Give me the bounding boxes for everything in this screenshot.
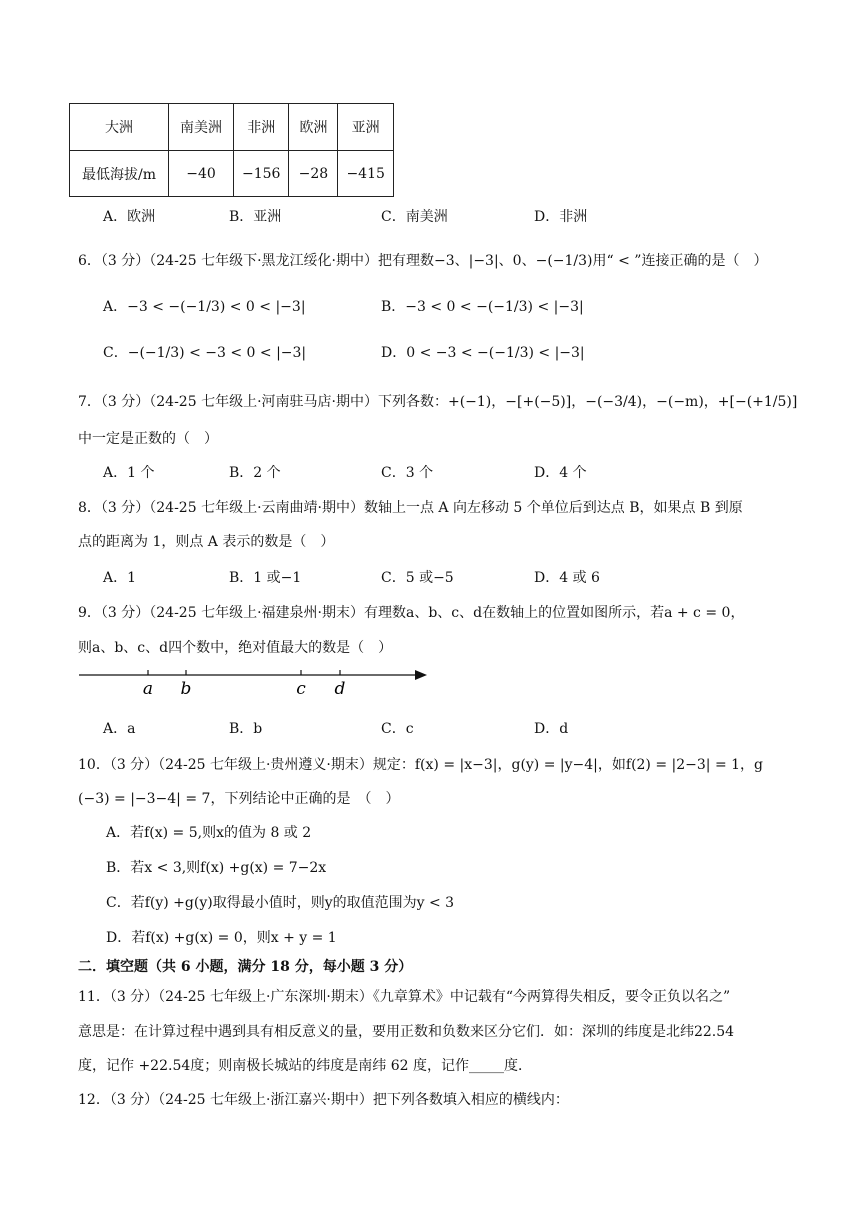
q11-line1: 11．（3 分）（24-25 七年级上·广东深圳·期末）《九章算术》中记载有“今两算得失相反，要令正负以名之” bbox=[78, 989, 731, 1005]
q5-option-b[interactable]: B．亚洲 bbox=[229, 209, 282, 225]
q9-stem-cont: 则a、b、c、d四个数中，绝对值最大的数是（ ） bbox=[78, 640, 393, 656]
table-header-row bbox=[70, 104, 394, 151]
table-cell: 大洲 bbox=[70, 104, 169, 151]
q10-option-b[interactable]: B．若x < 3,则f(x) +g(x) = 7−2x bbox=[106, 860, 327, 876]
axis-label-a: a bbox=[142, 679, 154, 699]
axis-label-c: c bbox=[296, 679, 306, 699]
q6-option-b[interactable]: B．−3 < 0 < −(−1/3) < |−3| bbox=[381, 299, 584, 315]
q10-option-a[interactable]: A．若f(x) = 5,则x的值为 8 或 2 bbox=[106, 825, 312, 841]
table-cell: 非洲 bbox=[234, 104, 289, 151]
altitude-table bbox=[69, 103, 394, 197]
axis-label-b: b bbox=[180, 679, 192, 699]
table-cell: −156 bbox=[234, 151, 289, 197]
q6-option-c[interactable]: C．−(−1/3) < −3 < 0 < |−3| bbox=[103, 345, 307, 361]
q10-option-d[interactable]: D．若f(x) +g(x) = 0，则x + y = 1 bbox=[106, 930, 337, 946]
table-cell: 最低海拔/m bbox=[70, 151, 169, 197]
table-cell: −40 bbox=[169, 151, 234, 197]
q6-option-a[interactable]: A．−3 < −(−1/3) < 0 < |−3| bbox=[103, 299, 306, 315]
q7-option-d[interactable]: D．4 个 bbox=[534, 465, 587, 481]
q11-line2: 意思是：在计算过程中遇到具有相反意义的量，要用正数和负数来区分它们．如：深圳的纬度是北纬22.54 bbox=[78, 1024, 735, 1040]
q8-stem: 8．（3 分）（24-25 七年级上·云南曲靖·期中）数轴上一点 A 向左移动 5 个单位后到达点 B，如果点 B 到原 bbox=[78, 500, 743, 516]
q7-option-a[interactable]: A．1 个 bbox=[103, 465, 155, 481]
q8-stem-cont: 点的距离为 1，则点 A 表示的数是（ ） bbox=[78, 534, 335, 550]
q10-stem: 10．（3 分）（24-25 七年级上·贵州遵义·期末）规定：f(x) = |x−3|，g(y) = |y−4|，如f(2) = |2−3| = 1，g bbox=[78, 757, 764, 773]
q12-line1: 12．（3 分）（24-25 七年级上·浙江嘉兴·期中）把下列各数填入相应的横线内： bbox=[78, 1092, 569, 1108]
q8-option-d[interactable]: D．4 或 6 bbox=[534, 570, 600, 586]
table-cell: −28 bbox=[289, 151, 338, 197]
q5-option-c[interactable]: C．南美洲 bbox=[381, 209, 448, 225]
number-line-figure bbox=[75, 660, 435, 700]
q7-option-c[interactable]: C．3 个 bbox=[381, 465, 434, 481]
q6-option-d[interactable]: D．0 < −3 < −(−1/3) < |−3| bbox=[381, 345, 585, 361]
q5-option-a[interactable]: A．欧洲 bbox=[103, 209, 156, 225]
q8-option-b[interactable]: B．1 或−1 bbox=[229, 570, 302, 586]
q9-option-d[interactable]: D．d bbox=[534, 721, 569, 737]
q6-stem: 6．（3 分）（24-25 七年级下·黑龙江绥化·期中）把有理数−3、|−3|、0、−(−1/3)用“ < ”连接正确的是（ ） bbox=[78, 253, 768, 269]
q9-option-c[interactable]: C．c bbox=[381, 721, 414, 737]
q7-stem: 7．（3 分）（24-25 七年级上·河南驻马店·期中）下列各数：+(−1)，−[+(−5)]，−(−3/4)，−(−m)，+[−(+1/5)] bbox=[78, 394, 798, 410]
q9-option-a[interactable]: A．a bbox=[103, 721, 136, 737]
table-cell: −415 bbox=[338, 151, 393, 197]
q11-line3: 度，记作 +22.54度；则南极长城站的纬度是南纬 62 度，记作_____度． bbox=[78, 1058, 532, 1074]
table-cell: 南美洲 bbox=[169, 104, 234, 151]
axis-label-d: d bbox=[334, 679, 346, 699]
q5-option-d[interactable]: D．非洲 bbox=[534, 209, 588, 225]
q10-stem-cont: (−3) = |−3−4| = 7，下列结论中正确的是 （ ） bbox=[78, 791, 400, 807]
q10-option-c[interactable]: C．若f(y) +g(y)取得最小值时，则y的取值范围为y < 3 bbox=[106, 895, 455, 911]
q9-stem: 9．（3 分）（24-25 七年级上·福建泉州·期末）有理数a、b、c、d在数轴上的位置如图所示，若a + c = 0， bbox=[78, 605, 745, 621]
q8-option-a[interactable]: A．1 bbox=[103, 570, 137, 586]
q8-option-c[interactable]: C．5 或−5 bbox=[381, 570, 454, 586]
table-cell: 亚洲 bbox=[338, 104, 393, 151]
table-cell: 欧洲 bbox=[289, 104, 338, 151]
table-row bbox=[70, 151, 394, 197]
section-heading: 二．填空题（共 6 小题，满分 18 分，每小题 3 分） bbox=[78, 959, 413, 975]
q7-stem-cont: 中一定是正数的（ ） bbox=[78, 431, 218, 447]
q9-option-b[interactable]: B．b bbox=[229, 721, 263, 737]
arrow-right-icon bbox=[415, 670, 427, 680]
q7-option-b[interactable]: B．2 个 bbox=[229, 465, 281, 481]
